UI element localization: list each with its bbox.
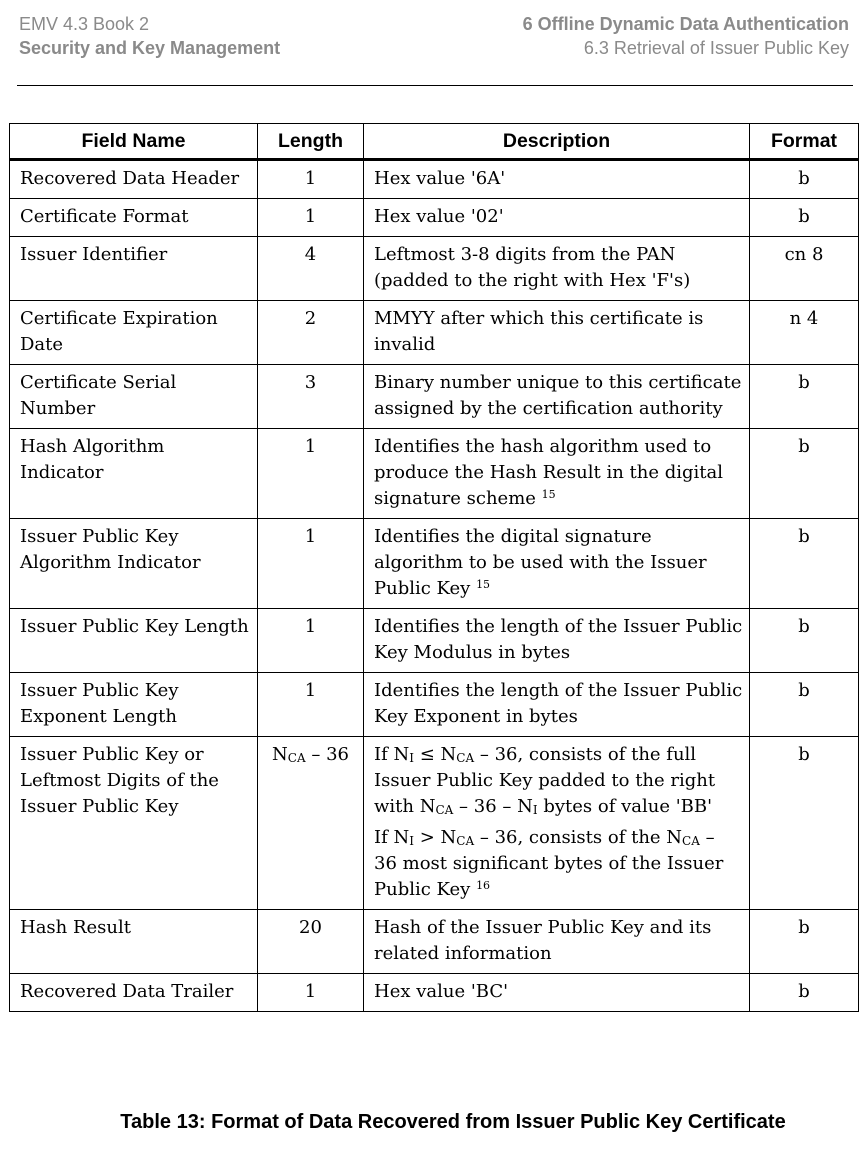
description-cell: Hex value '02' [364,199,750,237]
desc-text: – 36 – N [453,796,533,817]
description-paragraph [374,825,743,903]
table-row [10,160,859,199]
description-cell: Hash of the Issuer Public Key and its related information [364,910,750,974]
desc-text: – 36, consists of the N [474,827,683,848]
field-name-cell: Issuer Public Key or Leftmost Digits of the Issuer Public Key [10,737,258,910]
desc-subscript: CA [682,834,700,848]
document-subtitle: Security and Key Management [19,38,281,58]
table-row [10,673,859,737]
desc-text: ≤ N [414,744,457,765]
desc-subscript: CA [456,834,475,848]
format-cell: b [750,974,859,1012]
field-name-cell: Certificate Serial Number [10,365,258,429]
length-cell: 1 [258,160,364,199]
desc-text: If N [374,744,410,765]
desc-text: If N [374,827,410,848]
field-name-cell: Hash Algorithm Indicator [10,429,258,519]
length-cell: 4 [258,237,364,301]
table-row [10,974,859,1012]
length-cell: 20 [258,910,364,974]
table-row [10,301,859,365]
length-cell: 1 [258,199,364,237]
data-format-table [9,123,859,1012]
format-cell: b [750,365,859,429]
column-header-description: Description [364,124,750,160]
field-name-cell: Issuer Public Key Exponent Length [10,673,258,737]
format-cell: b [750,609,859,673]
field-name-cell: Certificate Format [10,199,258,237]
desc-subscript: I [409,751,414,765]
table-row [10,609,859,673]
table-row [10,365,859,429]
description-paragraph [374,742,743,820]
column-header-field-name: Field Name [10,124,258,160]
field-name-cell: Hash Result [10,910,258,974]
footnote-ref: 16 [476,879,491,892]
field-name-cell: Issuer Identifier [10,237,258,301]
format-cell: b [750,910,859,974]
column-header-length: Length [258,124,364,160]
description-text: Identifies the hash algorithm used to produce the Hash Result in the digital signature scheme [374,436,724,509]
description-text: Identifies the digital signature algorithm to be used with the Issuer Public Key [374,526,707,599]
section-title: 6.3 Retrieval of Issuer Public Key [583,38,849,58]
format-cell: n 4 [750,301,859,365]
description-cell [364,737,750,910]
desc-subscript: I [409,834,414,848]
description-cell: Hex value 'BC' [364,974,750,1012]
table-row [10,737,859,910]
description-cell: Leftmost 3-8 digits from the PAN (padded to the right with Hex 'F's) [364,237,750,301]
footnote-ref: 15 [541,488,556,501]
format-cell: b [750,429,859,519]
format-cell: b [750,160,859,199]
length-cell: 1 [258,429,364,519]
table-row [10,199,859,237]
desc-subscript: I [532,803,538,817]
field-name-cell: Recovered Data Header [10,160,258,199]
header-left [19,12,280,60]
field-name-cell: Issuer Public Key Length [10,609,258,673]
description-cell: Identifies the length of the Issuer Public Key Modulus in bytes [364,609,750,673]
field-name-cell: Certificate Expiration Date [10,301,258,365]
desc-text: – 36 most significant bytes of the Issuer Public Key [374,827,724,900]
length-cell: 1 [258,609,364,673]
length-cell: 1 [258,673,364,737]
chapter-title: 6 Offline Dynamic Data Authentication [522,14,849,34]
header-rule [17,85,853,86]
desc-subscript: CA [435,803,454,817]
description-cell: Identifies the length of the Issuer Public Key Exponent in bytes [364,673,750,737]
format-cell: b [750,737,859,910]
description-cell: MMYY after which this certificate is invalid [364,301,750,365]
length-cell: 2 [258,301,364,365]
table-header-row [10,124,859,160]
length-cell: 3 [258,365,364,429]
format-cell: b [750,199,859,237]
table-row [10,910,859,974]
table-caption: Table 13: Format of Data Recovered from Issuer Public Key Certificate [120,1111,786,1133]
column-header-format: Format [750,124,859,160]
desc-text: bytes of value 'BB' [537,796,713,817]
description-cell: Binary number unique to this certificate assigned by the certification authority [364,365,750,429]
page-header [19,12,849,62]
description-cell [364,429,750,519]
desc-subscript: CA [456,751,475,765]
length-rest: – 36 [305,744,349,765]
desc-text: > N [414,827,457,848]
document-title: EMV 4.3 Book 2 [19,14,150,34]
description-cell [364,519,750,609]
length-subscript: CA [287,751,306,765]
format-cell: b [750,519,859,609]
header-right [523,12,849,60]
length-cell: 1 [258,974,364,1012]
format-cell: cn 8 [750,237,859,301]
length-cell: 1 [258,519,364,609]
length-cell [258,737,364,910]
table-row [10,237,859,301]
field-name-cell: Recovered Data Trailer [10,974,258,1012]
format-cell: b [750,673,859,737]
table-row [10,519,859,609]
description-cell: Hex value '6A' [364,160,750,199]
length-var: N [272,744,288,765]
footnote-ref: 15 [476,578,491,591]
desc-text: – 36, consists of the full Issuer Public Key padded to the right with N [374,744,716,817]
field-name-cell: Issuer Public Key Algorithm Indicator [10,519,258,609]
table-row [10,429,859,519]
